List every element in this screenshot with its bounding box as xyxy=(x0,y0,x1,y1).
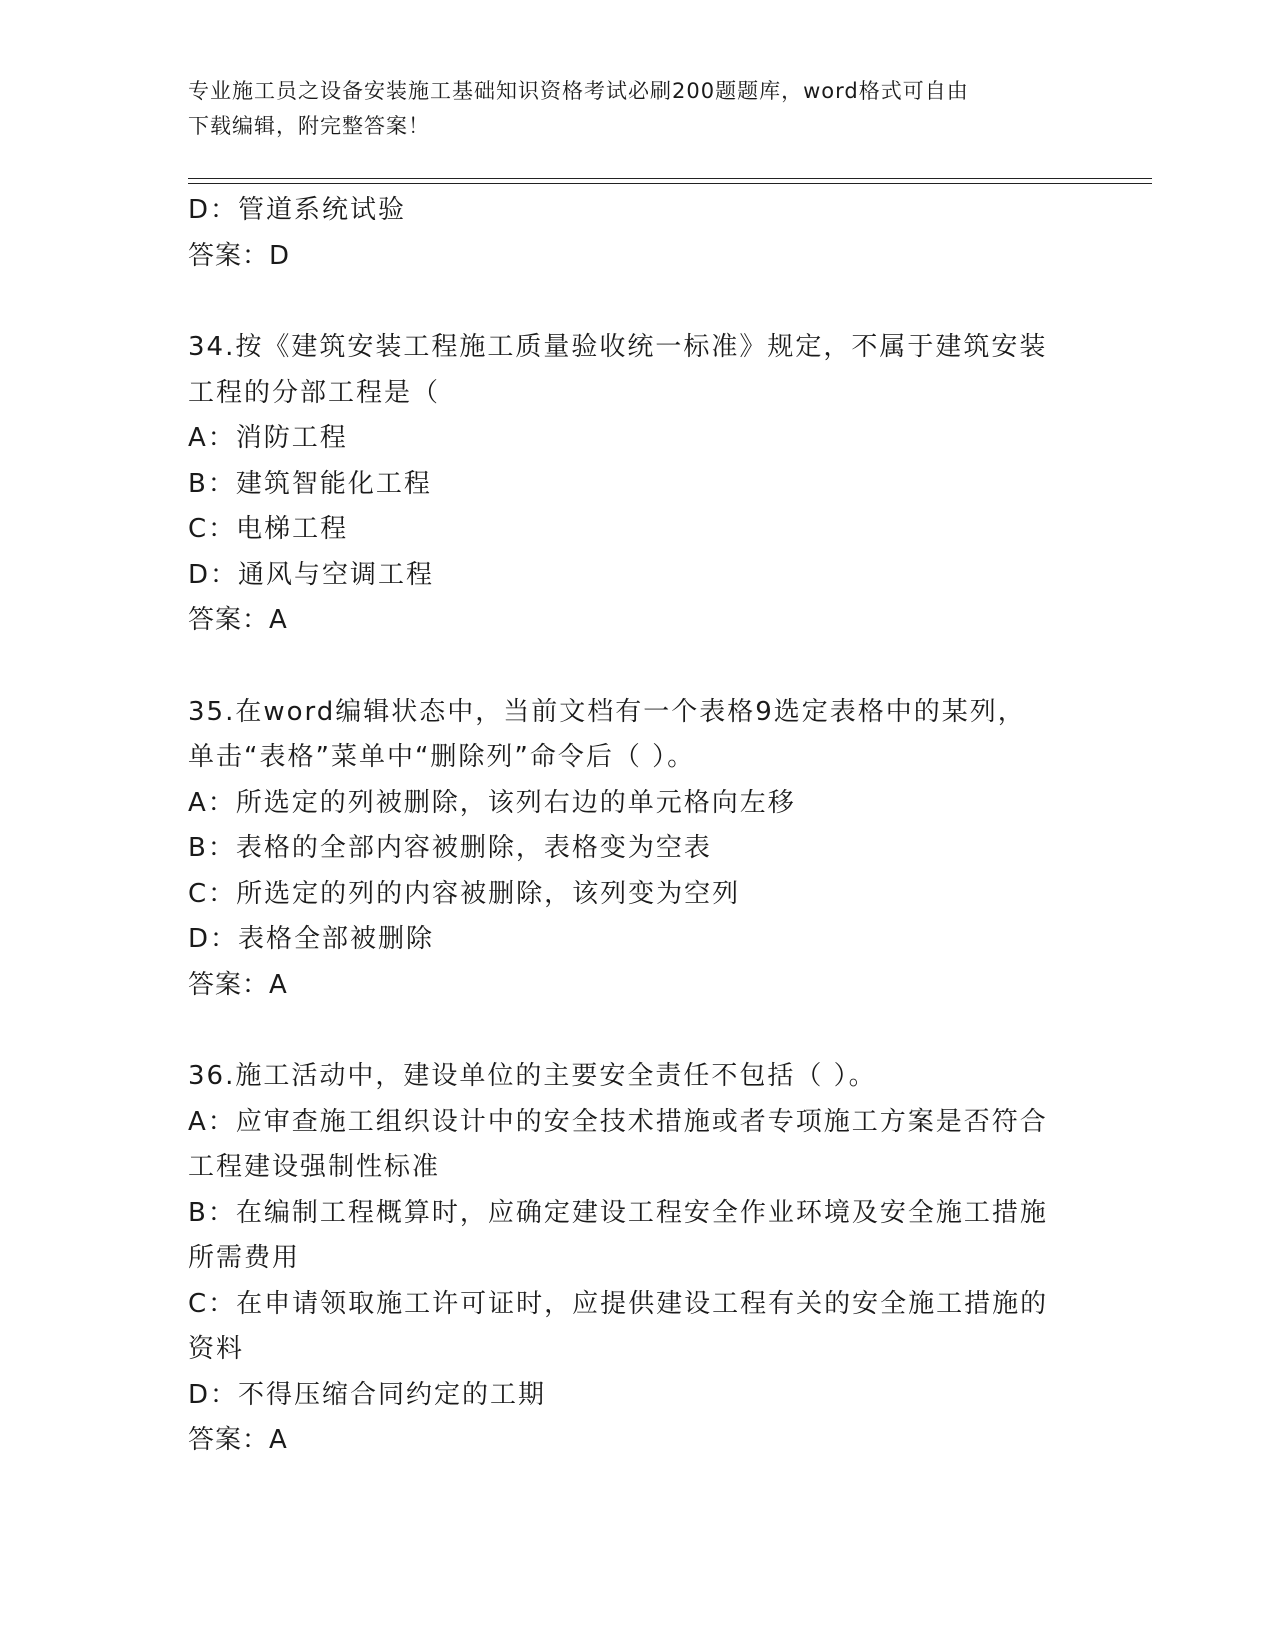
option-b-cont: 所需费用 xyxy=(188,1243,301,1273)
header-divider xyxy=(188,178,1152,184)
question-stem: 34.按《建筑安装工程施工质量验收统一标准》规定，不属于建筑安装 xyxy=(188,332,1048,362)
option-d: D：表格全部被删除 xyxy=(188,924,435,954)
option-b: B：在编制工程概算时，应确定建设工程安全作业环境及安全施工措施 xyxy=(188,1197,1048,1228)
answer: 答案：D xyxy=(188,240,291,271)
option-d: D：管道系统试验 xyxy=(188,195,407,225)
option-a-cont: 工程建设强制性标准 xyxy=(188,1152,441,1182)
option-a: A：应审查施工组织设计中的安全技术措施或者专项施工方案是否符合 xyxy=(188,1106,1048,1137)
answer: 答案：A xyxy=(188,605,288,635)
option-a: A：所选定的列被删除，该列右边的单元格向左移 xyxy=(188,787,796,818)
question-stem: 36.施工活动中，建设单位的主要安全责任不包括（ ）。 xyxy=(188,1061,877,1091)
option-d: D：通风与空调工程 xyxy=(188,559,435,590)
answer: 答案：A xyxy=(188,969,288,1000)
option-b: B：表格的全部内容被删除，表格变为空表 xyxy=(188,833,712,863)
header-title-line-2: 下载编辑，附完整答案！ xyxy=(188,114,430,138)
option-d: D：不得压缩合同约定的工期 xyxy=(188,1379,547,1410)
option-c: C：所选定的列的内容被删除，该列变为空列 xyxy=(188,878,741,909)
answer: 答案：A xyxy=(188,1425,288,1455)
question-stem-cont: 工程的分部工程是（ xyxy=(188,377,441,408)
question-34 xyxy=(188,325,1088,644)
option-a: A：消防工程 xyxy=(188,423,348,453)
header-title-line-1: 专业施工员之设备安装施工基础知识资格考试必刷200题题库，word格式可自由 xyxy=(188,79,969,103)
question-stem: 35.在word编辑状态中，当前文档有一个表格9选定表格中的某列， xyxy=(188,696,1026,727)
option-c: C：在申请领取施工许可证时，应提供建设工程有关的安全施工措施的 xyxy=(188,1288,1049,1319)
option-c-cont: 资料 xyxy=(188,1334,245,1364)
document-body xyxy=(188,188,1088,1464)
document-header xyxy=(188,74,1088,144)
question-36 xyxy=(188,1054,1088,1464)
option-b: B：建筑智能化工程 xyxy=(188,468,432,499)
question-stem-cont: 单击“表格”菜单中“删除列”命令后（ ）。 xyxy=(188,742,696,772)
question-35 xyxy=(188,690,1088,1009)
option-c: C：电梯工程 xyxy=(188,514,349,544)
